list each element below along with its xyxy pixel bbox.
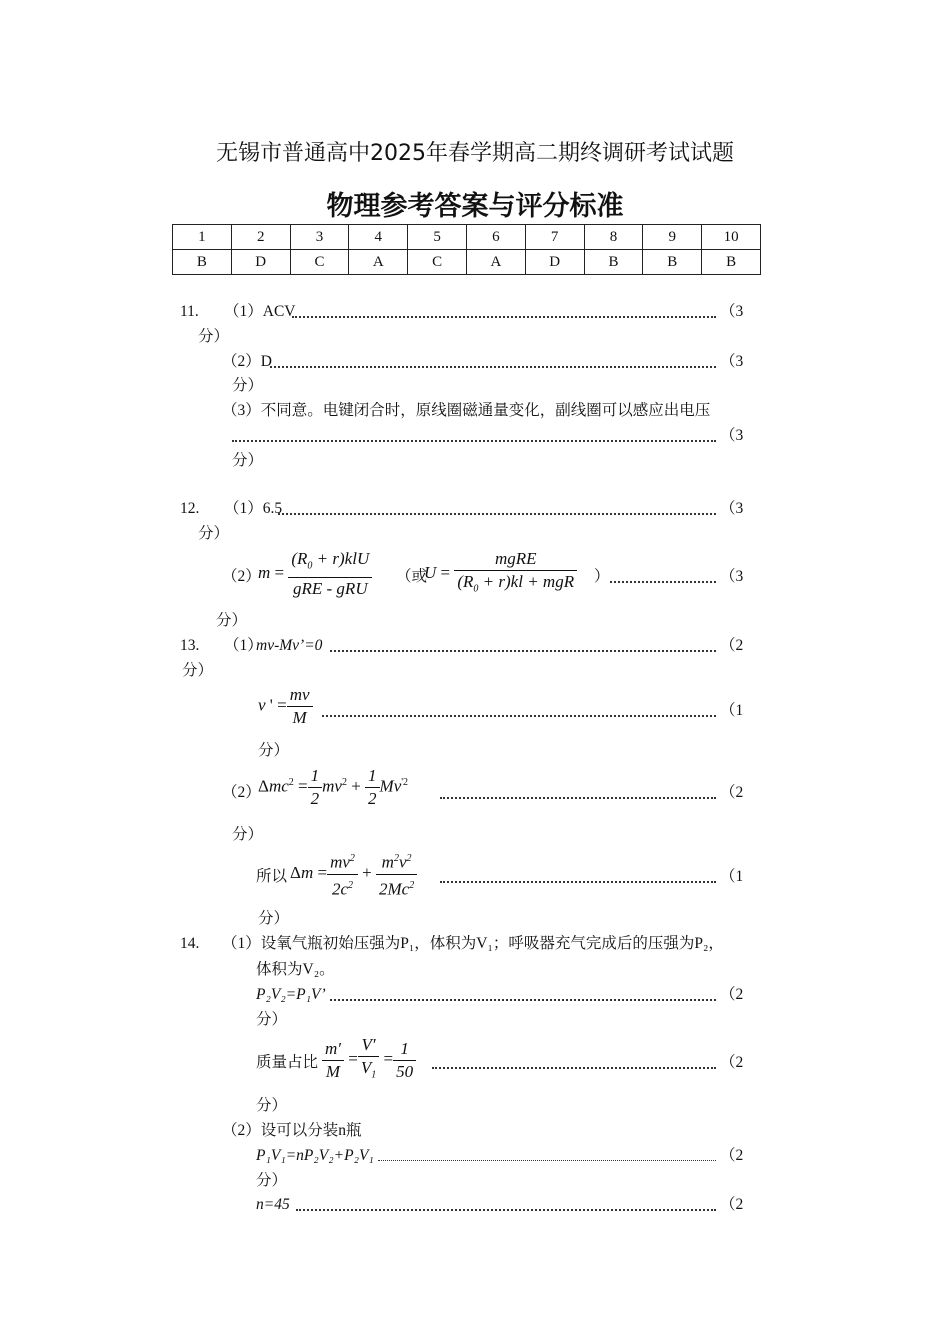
answer-text: 所以 (256, 868, 288, 885)
formula-mass: m = $\frac{(R_0 + r)klU}{\text{gRE - gRU}}$ (258, 548, 372, 600)
score-unit: 分） (256, 1172, 288, 1189)
score-unit: 分） (232, 452, 264, 469)
score-unit: 分） (256, 1097, 288, 1114)
table-cell: A (466, 250, 525, 275)
score-mark: （2 (720, 1147, 744, 1164)
score-mark: （1 (720, 868, 744, 885)
table-cell: 10 (702, 225, 761, 250)
formula-close: ） (594, 568, 610, 585)
table-cell: C (408, 250, 467, 275)
dot-leader (322, 715, 716, 717)
table-cell: 9 (643, 225, 702, 250)
page-subtitle: 物理参考答案与评分标准 (326, 191, 624, 222)
formula-split: P₁V₁=nP₂V₂+P₂V₁ (256, 1147, 374, 1164)
score-unit: 分） (198, 525, 230, 542)
score-mark: （3 (720, 500, 744, 517)
score-mark: （1 (720, 702, 744, 719)
score-mark: （2 (720, 784, 744, 801)
question-number: 12. (180, 500, 200, 517)
dot-leader (270, 366, 716, 368)
answer-table (172, 224, 761, 275)
table-cell: B (173, 250, 232, 275)
dot-leader (296, 1209, 716, 1211)
score-mark: （2 (720, 1054, 744, 1071)
question-number: 13. (180, 637, 200, 654)
table-cell: B (643, 250, 702, 275)
answer-text: 质量占比 (256, 1054, 319, 1071)
score-mark: （3 (720, 303, 744, 320)
table-cell: 4 (349, 225, 408, 250)
dot-leader (232, 440, 716, 442)
answer-label: （2） (222, 784, 261, 801)
table-cell: 2 (231, 225, 290, 250)
score-unit: 分） (232, 377, 264, 394)
answer-text: （2）设可以分装n瓶 (222, 1122, 362, 1139)
score-mark: （2 (720, 986, 744, 1003)
dot-leader (378, 1160, 716, 1161)
dot-leader (292, 316, 716, 318)
score-mark: （2 (720, 1196, 744, 1213)
score-unit: 分） (258, 742, 290, 759)
page-title: 无锡市普通高中2025年春学期高二期终调研考试试题 (216, 141, 734, 166)
answer-label: （1） (224, 637, 263, 654)
score-mark: （3 (720, 353, 744, 370)
formula-momentum: mv-Mv’=0 (256, 637, 323, 654)
table-cell: 1 (173, 225, 232, 250)
table-cell: A (349, 250, 408, 275)
formula-energy: Δmc$^2$ = $\frac{1}{2}$ $mv^2$ + $\frac{1}{2}$ $Mv^{'2}$ (258, 766, 409, 808)
table-cell: 3 (290, 225, 349, 250)
score-unit: 分） (258, 910, 290, 927)
answer-line: （1）ACV (224, 303, 296, 320)
table-cell: 5 (408, 225, 467, 250)
dot-leader (432, 1067, 716, 1069)
score-unit: 分） (256, 1011, 288, 1028)
score-mark: （3 (720, 427, 744, 444)
dot-leader (330, 650, 716, 652)
table-row-answers (173, 250, 761, 275)
table-cell: B (584, 250, 643, 275)
table-cell: C (290, 250, 349, 275)
formula-mass-defect: Δm = $\frac{mv^2}{2c^2}$ + $\frac{m^2v^2}{2Mc^2}$ (290, 848, 417, 900)
answer-label: （2） (222, 568, 261, 585)
dot-leader (278, 513, 716, 515)
formula-ratio: $\frac{m'}{M}$ = $\frac{V'}{V_1}$ = $\frac{1}{50}$ (322, 1034, 416, 1086)
answer-line: （2）D (222, 353, 272, 370)
answer-text: 体积为V₂。 (256, 961, 335, 978)
formula-result: n=45 (256, 1196, 290, 1213)
score-mark: （2 (720, 637, 744, 654)
score-unit: 分） (216, 612, 248, 629)
table-cell: 6 (466, 225, 525, 250)
answer-text: （1）设氧气瓶初始压强为P₁，体积为V₁；呼吸器充气完成后的压强为P₂， (222, 935, 724, 952)
score-mark: （3 (720, 568, 744, 585)
table-cell: 7 (525, 225, 584, 250)
dot-leader (440, 797, 716, 799)
table-cell: D (525, 250, 584, 275)
table-row-numbers (173, 225, 761, 250)
question-number: 14. (180, 935, 200, 952)
table-cell: 8 (584, 225, 643, 250)
table-cell: D (231, 250, 290, 275)
dot-leader (440, 881, 716, 883)
score-unit: 分） (182, 662, 214, 679)
score-unit: 分） (232, 826, 264, 843)
formula-or: （或 (396, 568, 428, 585)
formula-velocity: v ' = $\frac{mv}{M}$ (258, 684, 313, 729)
formula-voltage: U = $\frac{\text{mgRE}}{(R_0 + r)kl + mgR}$ (424, 548, 577, 600)
table-cell: B (702, 250, 761, 275)
dot-leader (610, 581, 716, 583)
answer-line: （1）6.5 (224, 500, 283, 517)
answer-line: （3）不同意。电键闭合时，原线圈磁通量变化，副线圈可以感应出电压 (222, 402, 711, 419)
formula-boyle: P₂V₂=P₁V’ (256, 986, 326, 1003)
question-number: 11. (180, 303, 199, 320)
dot-leader (330, 999, 716, 1001)
score-unit: 分） (198, 328, 230, 345)
